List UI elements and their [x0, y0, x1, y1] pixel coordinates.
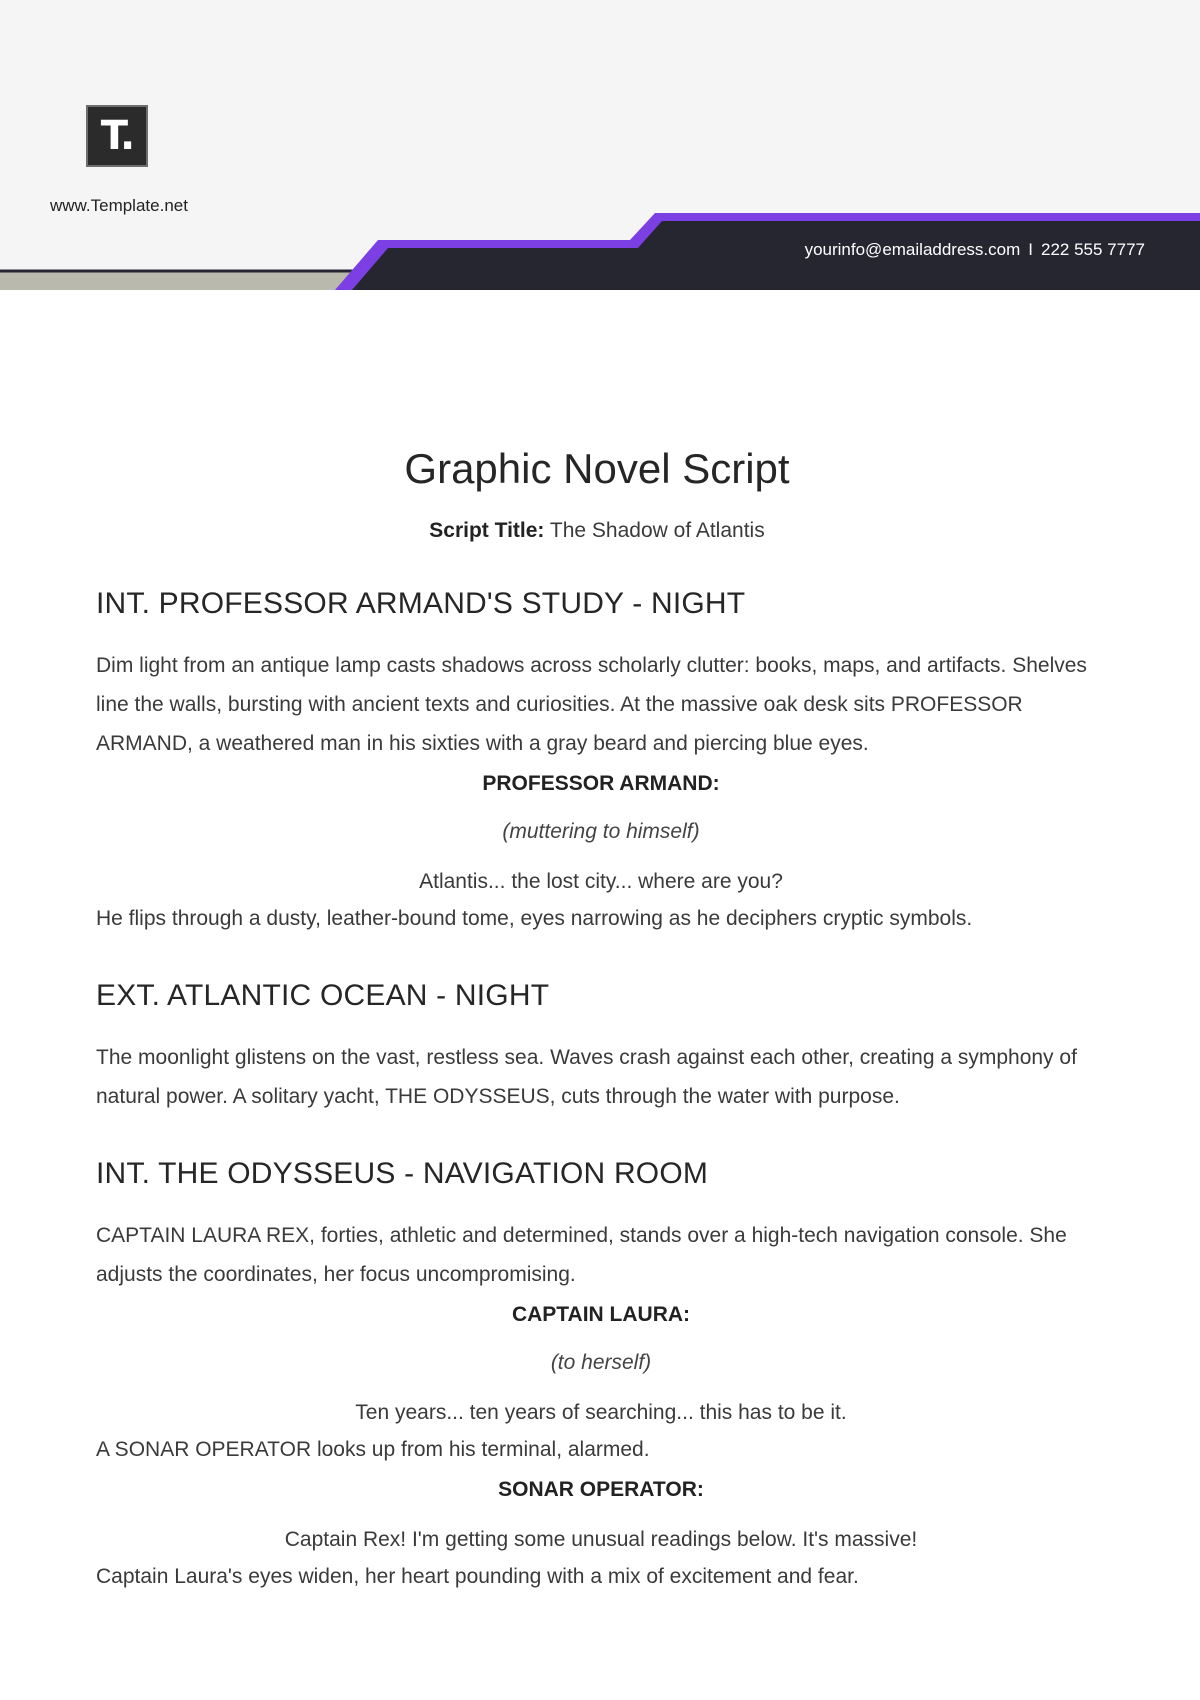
document-body	[96, 440, 1106, 1596]
script-title-value: The Shadow of Atlantis	[549, 519, 765, 542]
logo	[86, 105, 148, 167]
action-text: He flips through a dusty, leather-bound tome, eyes narrowing as he deciphers cryptic symbols.	[96, 907, 973, 930]
contact-phone[interactable]: 222 555 7777	[1041, 240, 1145, 259]
script-title	[92, 516, 1102, 546]
character-name: PROFESSOR ARMAND:	[482, 772, 720, 795]
header-gray-strip	[0, 272, 360, 290]
action-text: A SONAR OPERATOR looks up from his terminal, alarmed.	[96, 1438, 650, 1461]
action-text: Dim light from an antique lamp casts shadows across scholarly clutter: books, maps, and artifacts. Shelves line the walls, bursting with ancient texts and curiosities. At the massive oak desk sits PROFESSOR ARMAND, a weathered man in his sixties with a gray beard and piercing blue eyes.	[96, 654, 1087, 755]
character-name: SONAR OPERATOR:	[498, 1478, 704, 1501]
scene-heading: INT. THE ODYSSEUS - NAVIGATION ROOM	[96, 1157, 709, 1190]
page-title: Graphic Novel Script	[404, 445, 790, 492]
contact-info	[805, 240, 1145, 260]
scene-heading: EXT. ATLANTIC OCEAN - NIGHT	[96, 979, 550, 1012]
parenthetical: (to herself)	[550, 1351, 652, 1374]
contact-separator: I	[1028, 240, 1033, 259]
character-name: CAPTAIN LAURA:	[511, 1303, 691, 1326]
parenthetical: (muttering to himself)	[502, 820, 700, 843]
action-text: Captain Laura's eyes widen, her heart pounding with a mix of excitement and fear.	[96, 1565, 859, 1588]
page-header	[0, 0, 1200, 290]
logo-letter: T.	[100, 113, 134, 159]
dialogue-line: Atlantis... the lost city... where are you?	[419, 870, 783, 893]
dialogue-line: Captain Rex! I'm getting some unusual readings below. It's massive!	[284, 1528, 918, 1551]
scene-heading: INT. PROFESSOR ARMAND'S STUDY - NIGHT	[96, 587, 746, 620]
contact-email[interactable]: yourinfo@emailaddress.com	[804, 240, 1021, 259]
website-url[interactable]: www.Template.net	[50, 196, 188, 215]
dialogue-line: Ten years... ten years of searching... this has to be it.	[355, 1401, 847, 1424]
action-text: CAPTAIN LAURA REX, forties, athletic and determined, stands over a high-tech navigation console. She adjusts the coordinates, her focus uncompromising.	[96, 1224, 1067, 1286]
script-title-label: Script Title:	[429, 519, 545, 542]
action-text: The moonlight glistens on the vast, restless sea. Waves crash against each other, creating a symphony of natural power. A solitary yacht, THE ODYSSEUS, cuts through the water with purpose.	[96, 1046, 1077, 1108]
